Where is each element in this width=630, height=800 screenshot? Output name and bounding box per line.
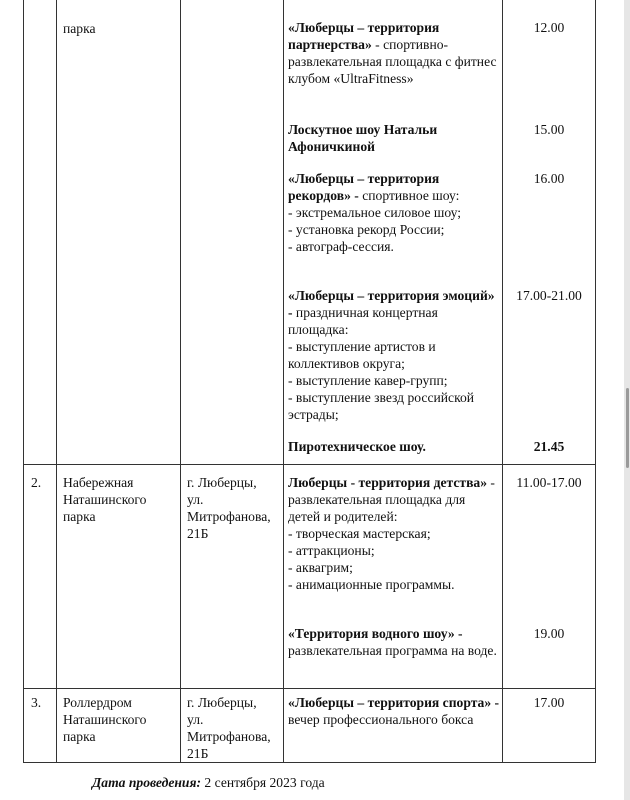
event-cell	[284, 689, 503, 763]
address-line: ул.	[187, 492, 204, 507]
address-line: 21Б	[187, 746, 209, 761]
address-cell	[181, 689, 284, 763]
place-name: Набережная Наташинского парка	[63, 475, 147, 524]
event-block	[288, 625, 500, 659]
event-date-value: 2 сентября 2023 года	[201, 775, 325, 790]
time-cell	[503, 0, 596, 465]
address-cell	[181, 465, 284, 689]
address-line: Митрофанова,	[187, 729, 271, 744]
place-cell	[57, 689, 181, 763]
list-item: - анимационные программы.	[288, 577, 455, 592]
list-item: - выступление артистов и коллективов округа;	[288, 339, 436, 371]
list-item: - выступление кавер-групп;	[288, 373, 448, 388]
row-number-cell	[24, 689, 57, 763]
event-time: 16.00	[533, 171, 565, 186]
event-title: «Люберцы – территория рекордов» -	[288, 171, 440, 203]
list-item: - аттракционы;	[288, 543, 375, 558]
time-cell	[503, 689, 596, 763]
event-description: вечер профессионального бокса	[288, 712, 474, 727]
event-time: 19.00	[533, 626, 565, 641]
table-row	[24, 465, 596, 689]
event-title: «Люберцы – территория спорта» -	[288, 695, 500, 710]
address-line: г. Люберцы,	[187, 695, 257, 710]
event-cell	[284, 465, 503, 689]
table-row	[24, 0, 596, 465]
event-title: Лоскутное шоу Натальи Афоничкиной	[288, 122, 438, 154]
event-cell	[284, 0, 503, 465]
event-block	[288, 170, 500, 255]
table-row	[24, 689, 596, 763]
scrollbar-thumb[interactable]	[626, 388, 629, 468]
list-item: - автограф-сессия.	[288, 239, 394, 254]
place-name: Роллердром Наташинского парка	[63, 695, 147, 744]
event-time: 21.45	[533, 439, 565, 454]
event-title: Пиротехническое шоу.	[288, 439, 426, 454]
address	[181, 689, 283, 762]
event-time: 12.00	[533, 20, 565, 35]
list-item: - установка рекорд России;	[288, 222, 445, 237]
event-date	[92, 774, 325, 791]
row-number: 3.	[31, 695, 42, 710]
event-block	[288, 694, 500, 728]
address	[181, 465, 283, 542]
place-cell	[57, 0, 181, 465]
place-name: парка	[63, 21, 96, 36]
event-description: праздничная концертная площадка:	[288, 305, 438, 337]
address-line: г. Люберцы,	[187, 475, 257, 490]
list-item: - аквагрим;	[288, 560, 353, 575]
event-description: спортивное шоу:	[358, 188, 460, 203]
event-description: - развлекательная площадка для детей и родителей:	[288, 475, 495, 524]
address-cell	[181, 0, 284, 465]
row-number: 2.	[31, 475, 42, 490]
list-item: - творческая мастерская;	[288, 526, 431, 541]
event-date-label: Дата проведения:	[92, 775, 202, 790]
event-block	[288, 438, 500, 455]
list-item: - экстремальное силовое шоу;	[288, 205, 462, 220]
place-cell	[57, 465, 181, 689]
event-description: развлекательная программа на воде.	[288, 643, 497, 658]
event-title: «Люберцы – территория эмоций» -	[288, 288, 495, 320]
event-title: «Территория водного шоу» -	[288, 626, 463, 641]
address-line: ул.	[187, 712, 204, 727]
event-title: «Люберцы – территория партнерства»	[288, 20, 440, 52]
event-time: 17.00-21.00	[516, 288, 582, 303]
event-block	[288, 287, 500, 423]
time-cell	[503, 465, 596, 689]
event-time: 15.00	[533, 122, 565, 137]
event-description: - спортивно-развлекательная площадка с фитнес клубом «UltraFitness»	[288, 37, 497, 86]
event-title: Люберцы - территория детства»	[288, 475, 488, 490]
row-number-cell	[24, 465, 57, 689]
event-block	[288, 121, 500, 155]
list-item: - выступление звезд российской эстрады;	[288, 390, 475, 422]
event-block	[288, 474, 500, 593]
address-line: 21Б	[187, 526, 209, 541]
event-program-table	[23, 0, 596, 763]
event-time: 17.00	[533, 695, 565, 710]
row-number-cell	[24, 0, 57, 465]
event-block	[288, 19, 500, 87]
address-line: Митрофанова,	[187, 509, 271, 524]
event-time: 11.00-17.00	[516, 475, 582, 490]
row-number	[24, 0, 56, 1]
